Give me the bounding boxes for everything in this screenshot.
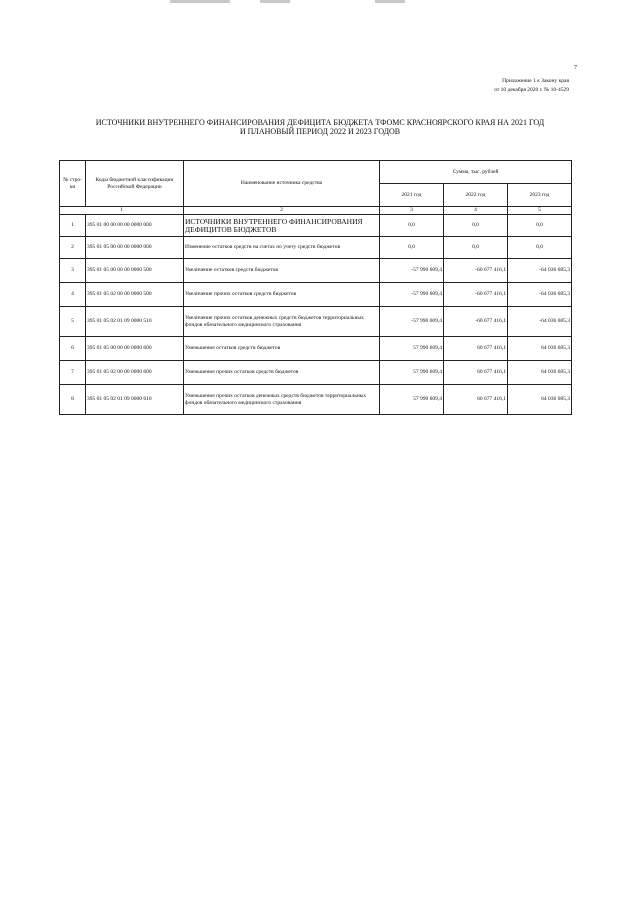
table-row [60,237,572,259]
row-number: 4 [60,283,86,307]
page-number: 7 [574,65,577,71]
header-codes: Коды бюджетной классификации Российской Федерации [86,161,184,207]
value-2021: -57 990 609,4 [380,283,444,307]
table-row [60,215,572,237]
budget-code: 395 01 05 02 01 09 0000 610 [86,385,184,415]
appendix-note [494,77,569,95]
value-2023: 0,0 [508,215,572,237]
source-name: Изменение остатков средств на счетах по учету средств бюджетов [184,237,380,259]
budget-code: 395 01 05 00 00 00 0000 600 [86,337,184,361]
header-name: Наименование источника средства [184,161,380,207]
budget-code: 395 01 05 00 00 00 0000 000 [86,237,184,259]
source-name: Уменьшение остатков средств бюджетов [184,337,380,361]
column-index-3: 3 [380,207,444,215]
document-title [60,118,580,136]
row-number: 7 [60,361,86,385]
table-row [60,259,572,283]
appendix-line-2: от 10 декабря 2020 г. № 10-4529 [494,87,569,93]
column-index-1: 1 [60,207,184,215]
value-2023: 64 036 685,3 [508,337,572,361]
row-number: 3 [60,259,86,283]
table-row [60,337,572,361]
row-number: 2 [60,237,86,259]
row-number: 5 [60,307,86,337]
header-2021: 2021 год [380,184,444,207]
column-index-2: 2 [184,207,380,215]
value-2022: 60 677 416,1 [444,337,508,361]
value-2022: 0,0 [444,215,508,237]
row-number: 1 [60,215,86,237]
table-row [60,361,572,385]
table-row [60,283,572,307]
value-2021: -57 990 609,4 [380,307,444,337]
table-row [60,307,572,337]
title-line-1: ИСТОЧНИКИ ВНУТРЕННЕГО ФИНАНСИРОВАНИЯ ДЕФИЦИТА БЮДЖЕТА ТФОМС КРАСНОЯРСКОГО КРАЯ НА 2021 ГОД [95,118,545,127]
source-name: Увеличение прочих остатков денежных средств бюджетов территориальных фондов обязательного медицинского страхования [184,307,380,337]
value-2022: -60 677 416,1 [444,259,508,283]
scan-artifact [260,0,290,3]
source-name: ИСТОЧНИКИ ВНУТРЕННЕГО ФИНАНСИРОВАНИЯ ДЕФИЦИТОВ БЮДЖЕТОВ [184,215,380,237]
header-row [60,161,572,184]
source-name: Увеличение прочих остатков средств бюджетов [184,283,380,307]
value-2021: 0,0 [380,215,444,237]
header-2022: 2022 год [444,184,508,207]
financing-table [59,160,572,415]
budget-code: 395 01 05 02 01 09 0000 510 [86,307,184,337]
value-2021: 57 990 609,4 [380,385,444,415]
value-2021: 57 990 609,4 [380,361,444,385]
value-2023: 0,0 [508,237,572,259]
value-2021: 0,0 [380,237,444,259]
value-2023: 64 036 685,3 [508,361,572,385]
budget-code: 395 01 05 02 00 00 0000 500 [86,283,184,307]
value-2023: -64 036 685,3 [508,283,572,307]
value-2021: -57 990 609,4 [380,259,444,283]
column-index-5: 5 [508,207,572,215]
budget-code: 395 01 05 00 00 00 0000 500 [86,259,184,283]
value-2022: 60 677 416,1 [444,385,508,415]
value-2023: -64 036 685,3 [508,259,572,283]
value-2022: -60 677 416,1 [444,283,508,307]
source-name: Увеличение остатков средств бюджетов [184,259,380,283]
column-index-row [60,207,572,215]
appendix-line-1: Приложение 1 к Закону края [502,78,569,84]
header-2023: 2023 год [508,184,572,207]
table-row [60,385,572,415]
row-number: 8 [60,385,86,415]
column-index-4: 4 [444,207,508,215]
row-number: 6 [60,337,86,361]
value-2022: -60 677 416,1 [444,307,508,337]
value-2022: 0,0 [444,237,508,259]
title-line-2: И ПЛАНОВЫЙ ПЕРИОД 2022 И 2023 ГОДОВ [239,127,401,136]
value-2023: -64 036 685,3 [508,307,572,337]
scan-artifact [170,0,230,3]
value-2023: 64 036 685,3 [508,385,572,415]
value-2021: 57 990 609,4 [380,337,444,361]
source-name: Уменьшение прочих остатков средств бюджетов [184,361,380,385]
source-name: Уменьшение прочих остатков денежных средств бюджетов территориальных фондов обязательного медицинского страхования [184,385,380,415]
scan-artifact [375,0,405,3]
header-row-no: № стро-ки [60,161,86,207]
budget-code: 395 01 00 00 00 00 0000 000 [86,215,184,237]
value-2022: 60 677 416,1 [444,361,508,385]
header-sum: Сумма, тыс. рублей [380,161,572,184]
budget-code: 395 01 05 02 00 00 0000 600 [86,361,184,385]
